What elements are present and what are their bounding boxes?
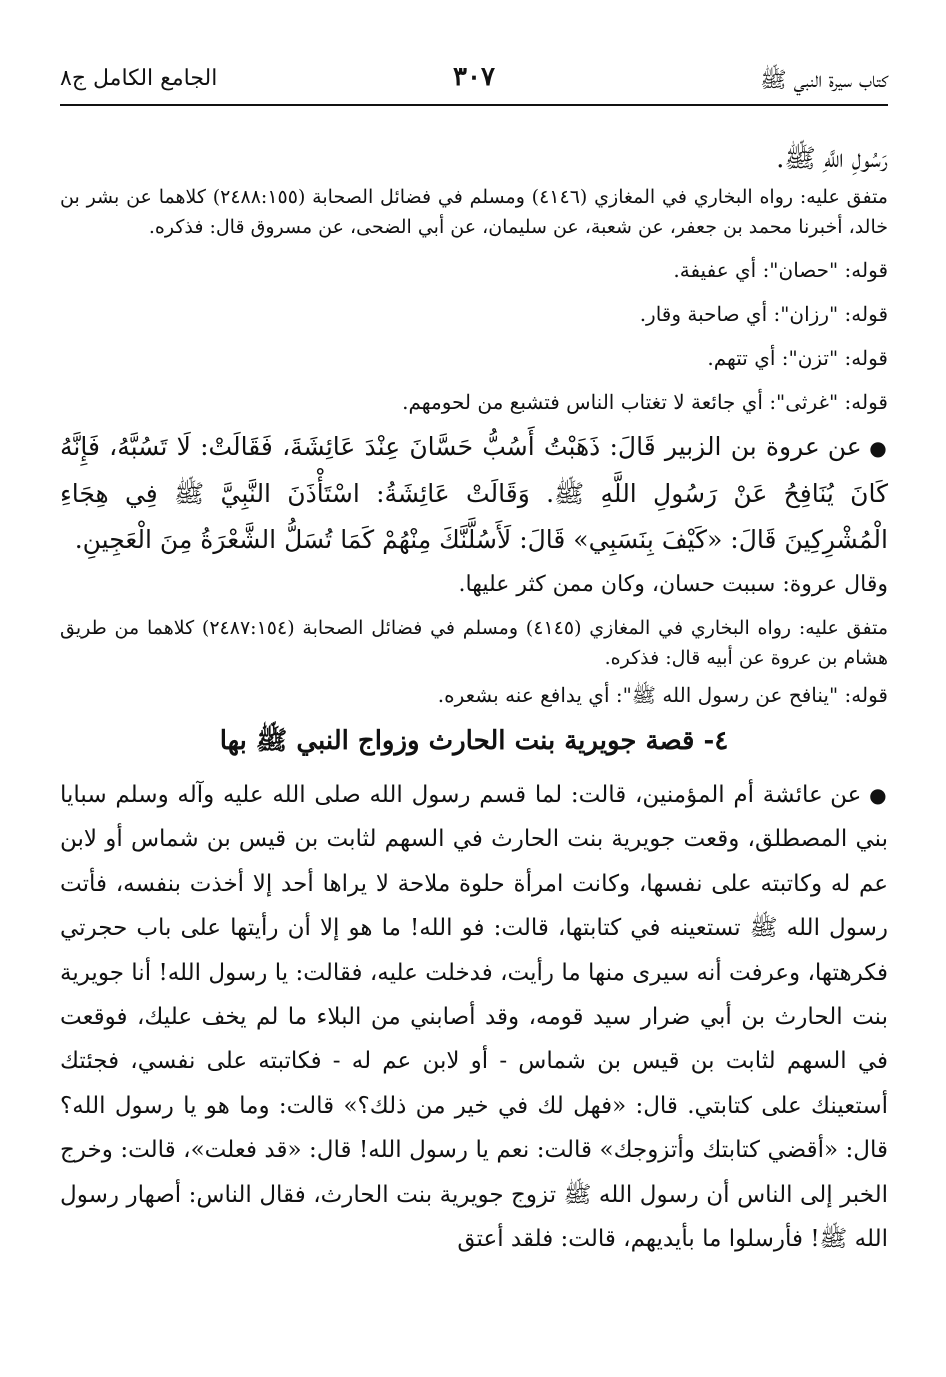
juwayriyah-hadith-text: عن عائشة أم المؤمنين، قالت: لما قسم رسول الله صلى الله عليه وآله وسلم سبايا بني المصطلق، وقعت جويرية بنت الحارث في السهم لثابت بن قيس بن شماس أو لابن عم له وكاتبته على نفسها، وكانت امرأة حلوة ملاحة لا يراها أحد إلا أخذت بنفسه، فأتت رسول الله ﷺ تستعينه في كتابتها، قالت: فو الله! ما هو إلا أن رأيتها على باب حجرتي فكرهتها، وعرفت أنه سيرى منها ما رأيت، فدخلت عليه، فقالت: يا رسول الله! أنا جويرية بنت الحارث بن أبي ضرار سيد قومه، وقد أصابني من البلاء ما لم يخف عليك، فوقعت في السهم لثابت بن قيس بن شماس - أو لابن عم له - فكاتبته على نفسي، فجئتك أستعينك على كتابتي. قال: «فهل لك في خير من ذلك؟» قالت: وما هو يا رسول الله؟ قال: «أقضي كتابتك وأتزوجك» قالت: نعم يا رسول الله! قال: «قد فعلت»، قالت: وخرج الخبر إلى الناس أن رسول الله ﷺ تزوج جويرية بنت الحارث، فقال الناس: أصهار رسول الله ﷺ! فأرسلوا ما بأيديهم، قالت: فلقد أعتق xyxy=(60,782,888,1253)
header-volume-title: الجامع الكامل ج٨ xyxy=(60,66,218,91)
gloss-hasan: قوله: "حصان": أي عفيفة. xyxy=(673,258,888,282)
page-number: ٣٠٧ xyxy=(453,62,495,92)
running-header xyxy=(60,62,888,102)
takhrij-note-2: متفق عليه: رواه البخاري في المغازي (٤١٤٥) ومسلم في فضائل الصحابة (٢٤٨٧:١٥٤) كلاهما من طريق هشام بن عروة عن أبيه قال: فذكره. xyxy=(60,617,888,669)
page-content xyxy=(60,140,888,1261)
urwah-narration: وقال عروة: سببت حسان، وكان ممن كثر عليها. xyxy=(458,572,888,597)
gloss-yunafih: قوله: "ينافح عن رسول الله ﷺ": أي يدافع عنه بشعره. xyxy=(437,683,888,707)
hadith-ending-line: رَسُولِ اللَّهِ ﷺ. xyxy=(776,144,888,174)
bullet-icon: ● xyxy=(861,436,889,460)
gloss-gharthaa: قوله: "غرثى": أي جائعة لا تغتاب الناس فتشبع من لحومهم. xyxy=(402,390,888,414)
header-rule xyxy=(60,104,888,106)
bullet-icon: ● xyxy=(861,783,888,807)
hadith-urwah xyxy=(60,424,888,563)
juwayriyah-hadith xyxy=(60,773,888,1261)
header-book-title: كتاب سيرة النبي ﷺ xyxy=(760,68,888,93)
hadith-urwah-text: عن عروة بن الزبير قَالَ: ذَهَبْتُ أَسُبُّ حَسَّانَ عِنْدَ عَائِشَةَ، فَقَالَتْ: لَا تَسُبَّهُ، فَإِنَّهُ كَانَ يُنَافِحُ عَنْ رَسُولِ اللَّهِ ﷺ. وَقَالَتْ عَائِشَةُ: اسْتَأْذَنَ النَّبِيَّ ﷺ فِي هِجَاءِ الْمُشْرِكِينَ قَالَ: «كَيْفَ بِنَسَبِي» قَالَ: لَأَسُلَّنَّكَ مِنْهُمْ كَمَا تُسَلُّ الشَّعْرَةُ مِنَ الْعَجِينِ. xyxy=(60,432,888,554)
takhrij-note-1: متفق عليه: رواه البخاري في المغازي (٤١٤٦) ومسلم في فضائل الصحابة (٢٤٨٨:١٥٥) كلاهما عن بشر بن خالد، أخبرنا محمد بن جعفر، عن شعبة، عن سليمان، عن أبي الضحى، عن مسروق قال: فذكره. xyxy=(60,186,888,238)
section-heading: ٤- قصة جويرية بنت الحارث وزواج النبي ﷺ بها xyxy=(219,726,729,756)
gloss-tuzan: قوله: "تزن": أي تتهم. xyxy=(707,346,888,370)
gloss-razan: قوله: "رزان": أي صاحبة وقار. xyxy=(639,302,888,326)
